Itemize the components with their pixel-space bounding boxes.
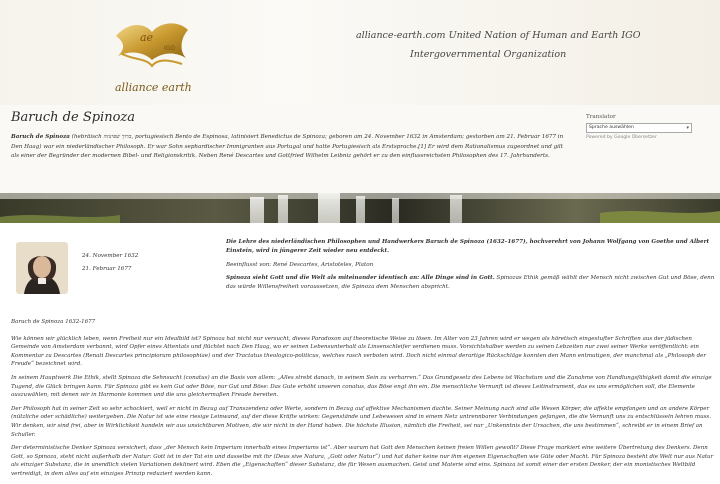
article-paragraph: Der Philosoph hat in seiner Zeit so sehr schockiert, weil er nicht in Bezug auf Transzendenz oder Werte, sondern in Bezug auf affektive Mechanismen dachte. Seiner Meinung nach sind alle Wesen Körper, die affekte empfangen und an andere Körper (nützliche oder schädliche) weitergeben. Die Natur ist wie eine riesige Leinwand, auf der diese Kräfte wirken: Gegenstände und Lebewesen sind in einem Netz untrennbarer Verbindungen gefangen, die die Vernunft uns zu entschlüsseln lehren muss. Wir denken, wir sind frei, aber in Wirklichkeit handeln wir aus unsichtbaren Motiven, die wir nicht in der Hand haben. Die höchste Illusion, nämlich die Freiheit, sei nur „Unkenntnis der Ursachen, die uns bestimmen“, schreibt er in einem Brief an Schuller. bbox=[11, 405, 711, 438]
profile-headline: Die Lehre des niederländischen Philosophen und Handwerkers Baruch de Spinoza (1632–1677), hochverehrt von Johann Wolfgang von Goethe und Albert Einstein, wird in jüngerer Zeit wieder neu entdeckt. bbox=[226, 239, 710, 254]
article-paragraph: Wie können wir glücklich leben, wenn Freiheit nur ein Idealbild ist? Spinoza hat nicht nur versucht, dieses Paradoxon auf theoretische Weise zu lösen. Im Alter von 23 Jahren wird er wegen als häretisch eingestufter Schriften aus der jüdischen Gemeinde von Amsterdam verbannt, wird Opfer eines Attentats und flüchtet nach Den Haag, wo er seinen Lebensunterhalt als Linsenschleifer verdienen muss. Vorsichtshalber werden zu seinen Lebzeiten nur zwei seiner Werke veröffentlicht: ein Kommentar zu Descartes (Renati Descartes principiorum philosophiae) und der Tractatus theologico-politicus, welches rasch verboten wird. Doch nicht einmal derartige Rückschläge konnten den Mann entmutigen, der manchmal als „Philosoph der Freude“ bezeichnet wird. bbox=[11, 335, 707, 368]
birth-date: 24. November 1632 bbox=[82, 253, 139, 259]
logo-letters: ae bbox=[140, 31, 154, 44]
article-paragraph: Der deterministische Denker Spinoza versichert, dass „der Mensch kein Imperium innerhalb eines Imperiums ist“. Aber warum hat Gott den Menschen keinen freien Willen gewollt? Diese Frage markiert eine weitere Übertretung des Denkers. Denn Gott, so Spinoza, steht nicht außerhalb der Natur: Gott ist in der Tat ein und dasselbe mit ihr (Deus sive Natura, „Gott oder Natur“) und hat daher keine nur ihm eigenen Eigenschaften wie Güte oder Macht. Für Spinoza besteht die Welt nur aus Natur als einziger Substanz, die in unendlich vielen Variationen deklinert wird. Eben die „Eigenschaften“ dieser Substanz, die für Wesen ausmachen. Geist und Materie sind eins. Spinoza ist somit einer der ersten Denker, der ein monistisches Weltbild vertreidigt, in dem alles auf ein einziges Prinzip reduziert werden kann. bbox=[11, 445, 714, 477]
site-header bbox=[0, 0, 720, 105]
death-date: 21. Februar 1677 bbox=[82, 266, 132, 272]
life-dates bbox=[82, 250, 138, 276]
profile-info bbox=[226, 238, 720, 297]
waterfall-banner bbox=[0, 193, 720, 223]
page-title: Baruch de Spinoza bbox=[11, 110, 136, 125]
article-paragraph: In seinem Hauptwerk Die Ethik, stellt Spinoza die Sehnsucht (conatus) an die Basis von allem: „Alles strebt danach, in seinem Sein zu verharren.“ Das Grundgesetz des Lebens ist Wachstum und die Zunahme von Handlungsfähigkeit damit die einzige Tugend, die Glück bringen kann. Für Spinoza gibt es kein Gut oder Böse, nur Gut und Böse: Das Gute erhöht unseren conatus, das Böse engt ihn ein. Die menschliche Vernunft ist dieses Leitinstrument, das es uns ermöglichen soll, die Elemente auszuwählen, mit denen wir in Harmonie kommen und die uns gleichermaßen Freude bereiten. bbox=[11, 374, 712, 399]
article-heading: Baruch de Spinoza 1632-1677 bbox=[11, 319, 96, 325]
language-select-value: Sprache auswählen bbox=[589, 125, 634, 130]
logo-badge: IGO bbox=[164, 45, 176, 52]
statement-text: Spinozas Ethik gemäß wählt der Mensch nicht zwischen Gut und Böse, denn das würde Willensfreiheit voraussetzen, die Spinoza dem Menschen abspricht. bbox=[226, 275, 715, 291]
influenced-by: Beeinflusst von: René Descartes, Aristoteles, Platon bbox=[226, 261, 374, 268]
article-body bbox=[11, 318, 720, 484]
org-subtitle: Intergovernmental Organization bbox=[410, 49, 567, 60]
translator-widget bbox=[586, 114, 706, 140]
alliance-earth-logo[interactable] bbox=[112, 14, 192, 74]
intro-bold-name: Baruch de Spinoza bbox=[11, 134, 70, 140]
brand-name[interactable]: alliance earth bbox=[115, 81, 192, 94]
language-select[interactable] bbox=[586, 123, 692, 133]
spinoza-portrait bbox=[16, 242, 68, 294]
translator-label: Translator bbox=[586, 114, 616, 120]
powered-by-google[interactable]: Powered by Google Übersetzer bbox=[586, 135, 657, 140]
profile-statement bbox=[226, 274, 720, 292]
chevron-down-icon: ▾ bbox=[686, 125, 689, 131]
statement-bold: Spinoza sieht Gott und die Welt als miteinander identisch an: Alle Dinge sind in Gott. bbox=[226, 275, 495, 282]
intro-text: (hebräisch ברוך שפינוזה, portugiesisch Bento de Espinosa, latinisiert Benedictus de Spinoza; geboren am 24. November 1632 in Amsterdam; gestorben am 21. Februar 1677 in Den Haag) war ein niederländischer Philosoph. Er war Sohn sephardischer Immigranten aus Portugal und hatte Portugiesisch als Erstsprache.[1] Er wird dem Rationalismus zugeordnet und gilt als einer der Begründer der modernen Bibel- und Religionskritik. Neben René Descartes und Gottfried Wilhelm Leibniz gehört er zu den einflussreichsten Philosophen des 17. Jahrhunderts. bbox=[11, 134, 564, 160]
intro-paragraph bbox=[11, 133, 566, 162]
org-title: alliance-earth.com United Nation of Human and Earth IGO bbox=[356, 30, 641, 41]
